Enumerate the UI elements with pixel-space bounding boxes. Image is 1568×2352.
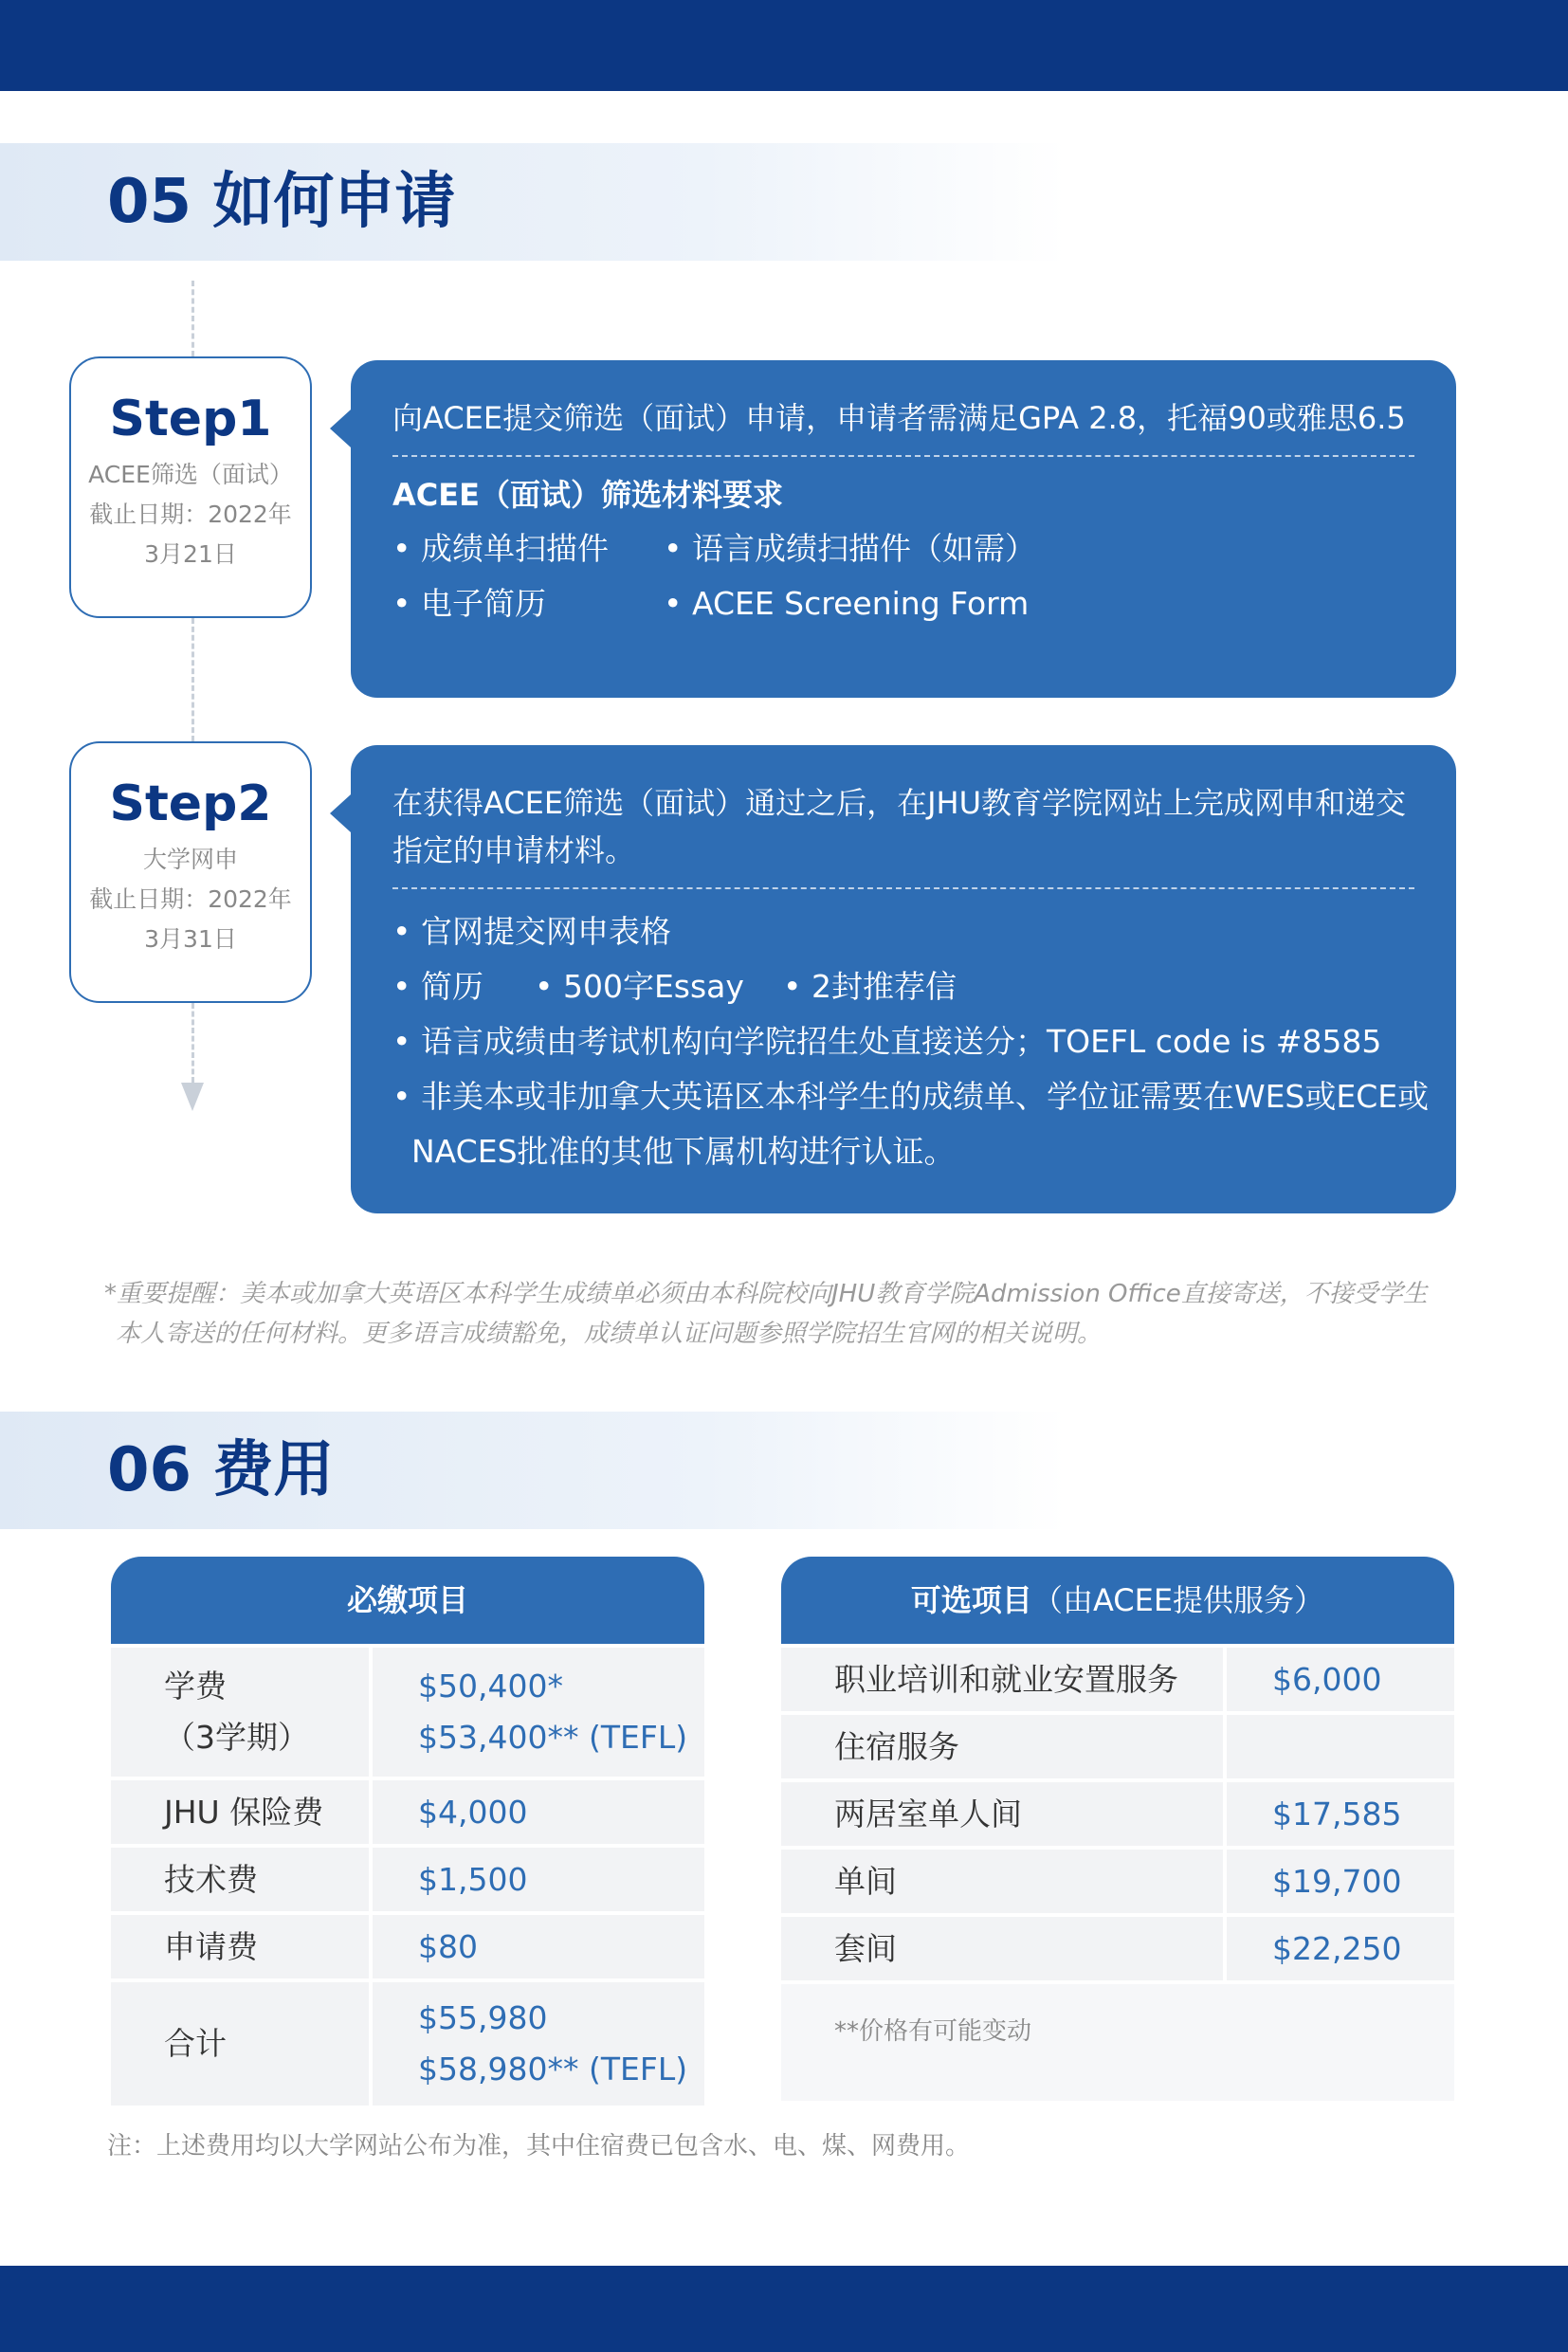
timeline-dash-top <box>191 281 194 356</box>
service-name: 套间 <box>781 1917 1227 1980</box>
service-value <box>1227 1715 1272 1778</box>
note-line: 本人寄送的任何材料。更多语言成绩豁免，成绩单认证问题参照学院招生官网的相关说明。 <box>116 1320 1103 1348</box>
step2-sub-line: 截止日期：2022年 <box>89 885 292 913</box>
price-note: **价格有可能变动 <box>834 2017 1032 2046</box>
list-item: • 官网提交网申表格 <box>392 913 671 950</box>
list-item: • 语言成绩扫描件（如需） <box>664 530 1036 567</box>
step2-intro-line: 在获得ACEE筛选（面试）通过之后，在JHU教育学院网站上完成网申和递交 <box>392 785 1407 821</box>
table-header-bold: 可选项目 <box>910 1582 1032 1618</box>
list-item: • 电子简历 <box>392 585 546 622</box>
fee-value-line: $50,400* <box>418 1668 563 1705</box>
list-row <box>392 576 1414 631</box>
fees-footnote: 注：上述费用均以大学网站公布为准，其中住宿费已包含水、电、煤、网费用。 <box>107 2132 971 2161</box>
divider <box>392 455 1414 457</box>
list-item: • 成绩单扫描件 <box>392 530 609 567</box>
step1-requirements-title: ACEE（面试）筛选材料要求 <box>392 477 783 513</box>
timeline-dash-bottom <box>191 1003 194 1083</box>
list-item: • ACEE Screening Form <box>664 585 1030 622</box>
top-bar <box>0 0 1568 91</box>
timeline-dash-middle <box>191 618 194 741</box>
table-row <box>781 1644 1454 1711</box>
section-title-fees: 06 费用 <box>107 1435 335 1505</box>
service-name: 两居室单人间 <box>781 1782 1227 1846</box>
table-row-total <box>111 1978 704 2106</box>
table-row <box>111 1777 704 1844</box>
optional-note-area <box>781 1980 1454 2101</box>
service-value: $22,250 <box>1272 1929 1402 1967</box>
fee-name <box>111 1648 373 1777</box>
step1-sub-line: ACEE筛选（面试） <box>88 461 293 488</box>
list-item: • 500字Essay <box>535 968 744 1005</box>
divider <box>392 887 1414 889</box>
list-item: • 非美本或非加拿大英语区本科学生的成绩单、学位证需要在WES或ECE或 <box>392 1078 1430 1115</box>
fee-name-line: （3学期） <box>164 1719 309 1756</box>
service-value: $6,000 <box>1272 1660 1382 1698</box>
list-item: • 语言成绩由考试机构向学院招生处直接送分；TOEFL code is #8585 <box>392 1023 1382 1060</box>
table-row <box>781 1711 1454 1778</box>
service-value: $19,700 <box>1272 1862 1402 1900</box>
step2-bubble <box>351 745 1456 1213</box>
step2-sub-line: 3月31日 <box>144 925 237 953</box>
table-header-thin: （由ACEE提供服务） <box>1031 1582 1325 1618</box>
fee-value <box>373 1648 687 1777</box>
required-fees-table <box>111 1557 704 2106</box>
fee-name-line: 学费 <box>164 1668 227 1705</box>
list-row <box>392 959 1414 1014</box>
fee-name: 申请费 <box>111 1915 373 1978</box>
table-header: 必缴项目 <box>111 1557 704 1644</box>
fee-value: $4,000 <box>418 1793 528 1831</box>
table-row <box>111 1644 704 1777</box>
note-line: *重要提醒：美本或加拿大英语区本科学生成绩单必须由本科院校向JHU教育学院Admission Office直接寄送，不接受学生 <box>104 1280 1428 1308</box>
step1-title: Step1 <box>109 391 272 447</box>
timeline-arrow-icon <box>181 1083 204 1111</box>
table-row <box>781 1846 1454 1913</box>
service-value: $17,585 <box>1272 1795 1402 1832</box>
step2-title: Step2 <box>109 775 272 832</box>
list-item: • 简历 <box>392 968 483 1005</box>
service-name: 单间 <box>781 1850 1227 1913</box>
table-row <box>111 1911 704 1978</box>
list-item: • 2封推荐信 <box>783 968 957 1005</box>
step1-sub-line: 3月21日 <box>144 540 237 568</box>
table-row <box>781 1913 1454 1980</box>
step1-subtitle <box>71 455 310 574</box>
optional-fees-table <box>781 1557 1454 2101</box>
list-row <box>392 521 1414 576</box>
step2-sub-line: 大学网申 <box>142 846 238 873</box>
table-header <box>781 1557 1454 1644</box>
fee-name: 技术费 <box>111 1848 373 1911</box>
service-name: 职业培训和就业安置服务 <box>781 1648 1227 1711</box>
step2-subtitle <box>71 840 310 959</box>
section-title-apply: 05 如何申请 <box>107 167 456 237</box>
important-note <box>104 1274 1428 1354</box>
bottom-bar <box>0 2266 1568 2352</box>
step2-intro-line: 指定的申请材料。 <box>392 832 636 868</box>
fee-value: $1,500 <box>418 1860 528 1898</box>
fee-value-line: $58,980** (TEFL) <box>418 2051 688 2088</box>
fee-name: 合计 <box>111 1982 373 2106</box>
service-name: 住宿服务 <box>781 1715 1227 1778</box>
fee-value <box>373 1982 687 2106</box>
table-row <box>111 1844 704 1911</box>
fee-value-line: $53,400** (TEFL) <box>418 1719 688 1756</box>
step2-box <box>69 741 312 1003</box>
step1-box <box>69 356 312 618</box>
table-row <box>781 1778 1454 1846</box>
step1-bubble <box>351 360 1456 698</box>
fee-value: $80 <box>418 1927 478 1965</box>
fee-name: JHU 保险费 <box>111 1780 373 1844</box>
fee-value-line: $55,980 <box>418 1999 548 2036</box>
step1-sub-line: 截止日期：2022年 <box>89 501 292 528</box>
list-item-continued: NACES批准的其他下属机构进行认证。 <box>411 1133 956 1170</box>
step1-intro: 向ACEE提交筛选（面试）申请，申请者需满足GPA 2.8，托福90或雅思6.5 <box>392 400 1406 436</box>
